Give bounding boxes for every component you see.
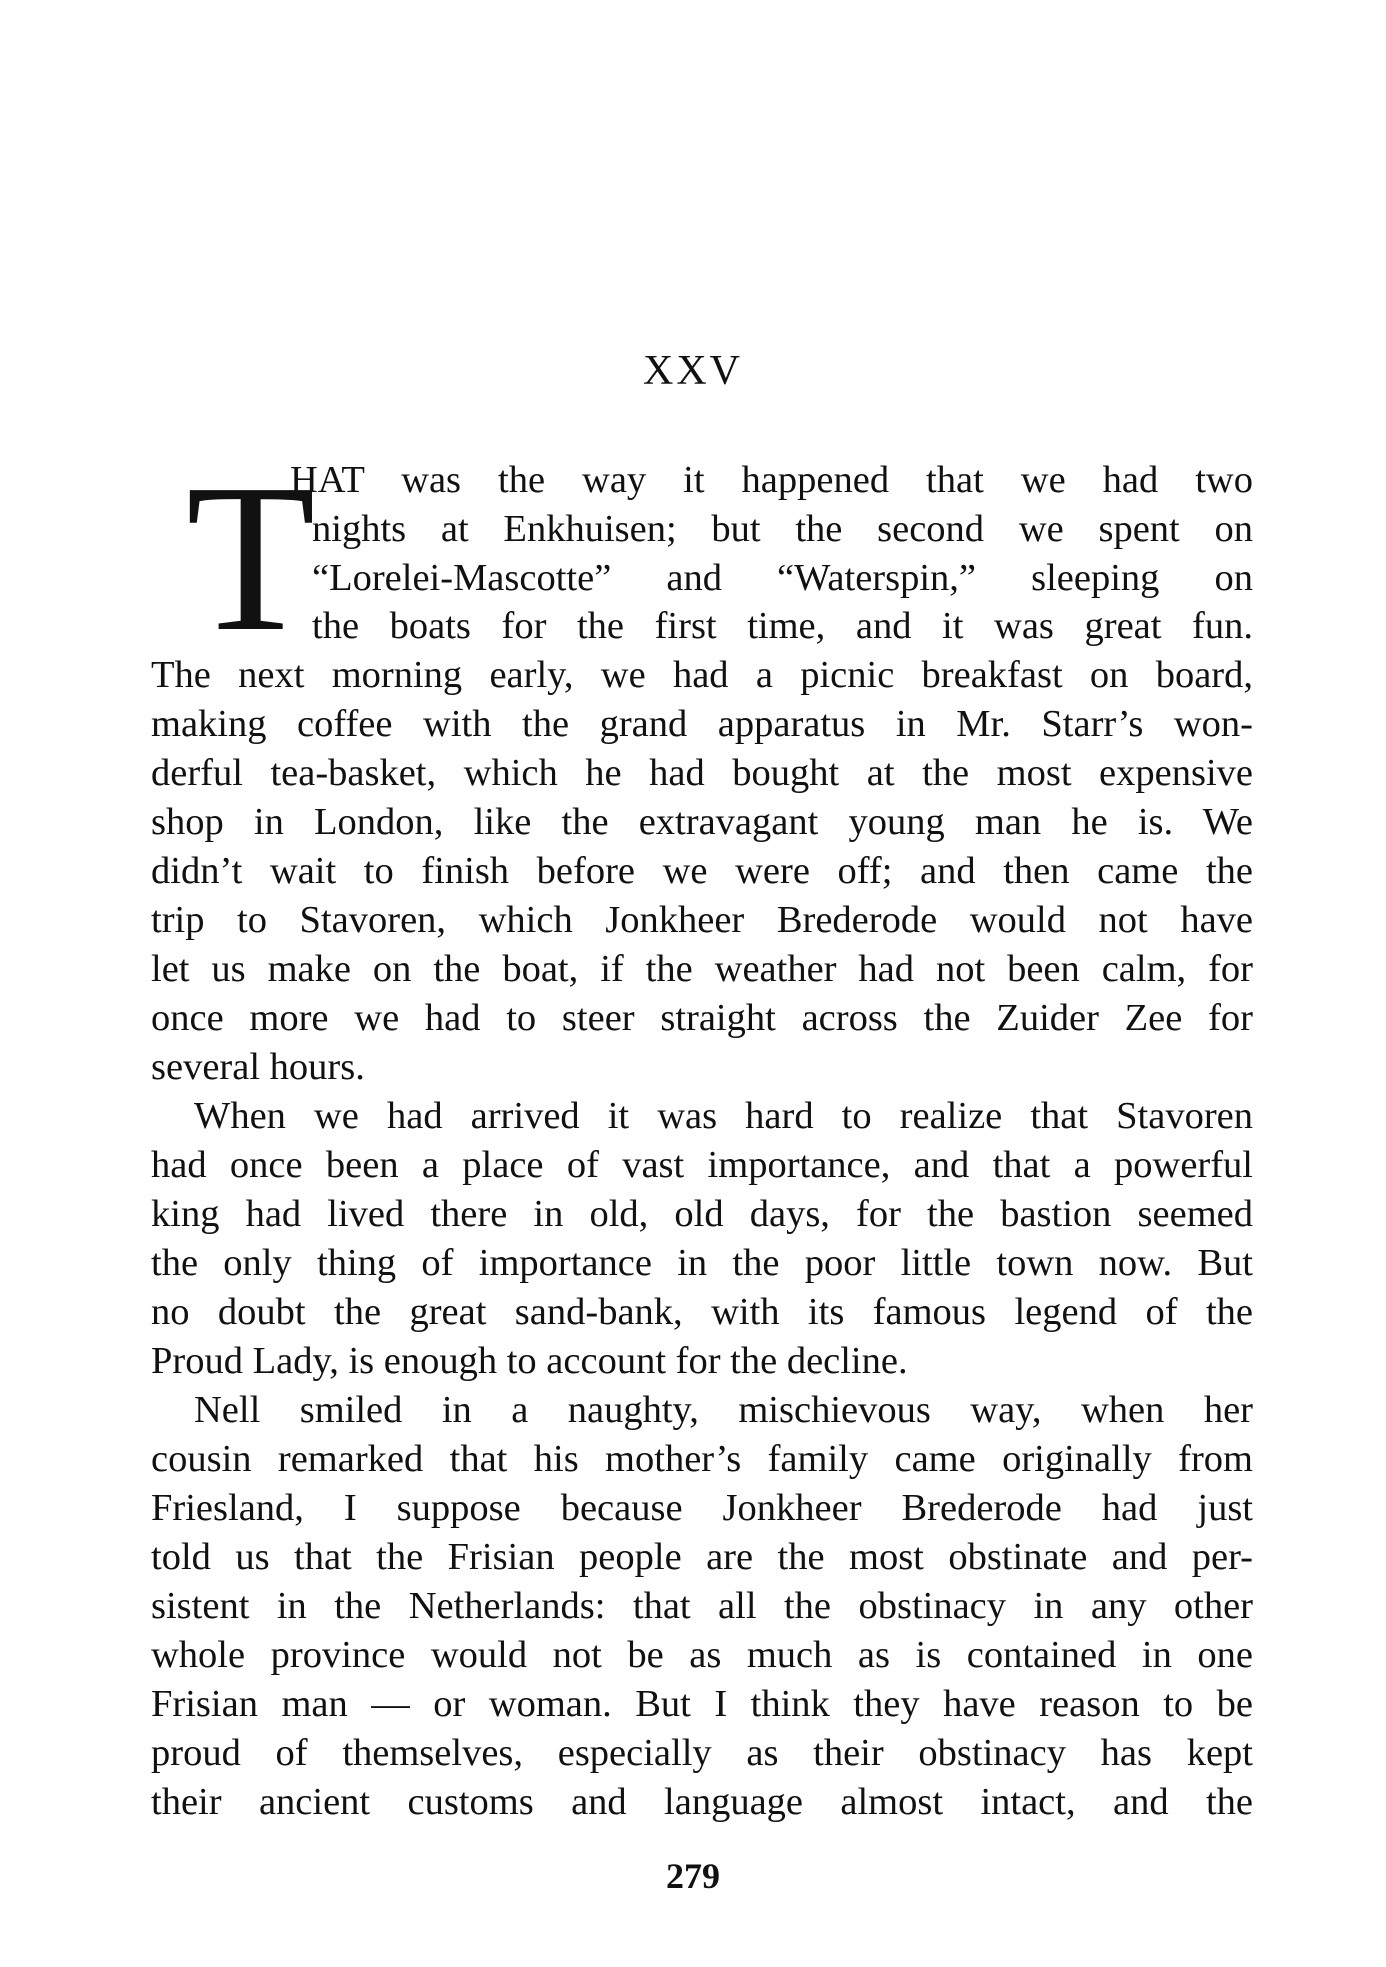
text-line: nights at Enkhuisen; but the second we spent on	[312, 510, 1253, 550]
text-line: Nell smiled in a naughty, mischievous way, when her	[194, 1391, 1253, 1431]
text-line: no doubt the great sand-bank, with its famous legend of the	[151, 1293, 1253, 1333]
text-line: The next morning early, we had a picnic breakfast on board,	[151, 656, 1253, 696]
text-line: several hours.	[151, 1048, 365, 1088]
text-line: had once been a place of vast importance, and that a powerful	[151, 1146, 1253, 1186]
chapter-heading: XXV	[643, 348, 743, 394]
text-line: Frisian man — or woman. But I think they have reason to be	[151, 1685, 1253, 1725]
text-line: didn’t wait to finish before we were off; and then came the	[151, 852, 1253, 892]
text-line: HAT was the way it happened that we had two	[290, 461, 1253, 501]
text-line: “Lorelei-Mascotte” and “Waterspin,” sleeping on	[312, 559, 1253, 599]
text-line: Friesland, I suppose because Jonkheer Brederode had just	[151, 1489, 1253, 1529]
text-line: derful tea-basket, which he had bought at the most expensive	[151, 754, 1253, 794]
text-line: shop in London, like the extravagant young man he is. We	[151, 803, 1253, 843]
text-line: the boats for the first time, and it was great fun.	[312, 607, 1253, 647]
text-line: let us make on the boat, if the weather had not been calm, for	[151, 950, 1253, 990]
text-line: the only thing of importance in the poor little town now. But	[151, 1244, 1253, 1284]
text-line: their ancient customs and language almost intact, and the	[151, 1783, 1253, 1823]
page-number: 279	[666, 1856, 720, 1896]
text-line: proud of themselves, especially as their obstinacy has kept	[151, 1734, 1253, 1774]
text-line: making coffee with the grand apparatus in Mr. Starr’s won-	[151, 705, 1253, 745]
drop-cap: T	[186, 440, 316, 675]
text-line: When we had arrived it was hard to realize that Stavoren	[194, 1097, 1253, 1137]
text-line: told us that the Frisian people are the most obstinate and per-	[151, 1538, 1253, 1578]
text-line: cousin remarked that his mother’s family came originally from	[151, 1440, 1253, 1480]
text-line: trip to Stavoren, which Jonkheer Brederode would not have	[151, 901, 1253, 941]
text-line: king had lived there in old, old days, for the bastion seemed	[151, 1195, 1253, 1235]
text-line: Proud Lady, is enough to account for the decline.	[151, 1342, 908, 1382]
text-line: whole province would not be as much as is contained in one	[151, 1636, 1253, 1676]
text-line: once more we had to steer straight across the Zuider Zee for	[151, 999, 1253, 1039]
text-line: sistent in the Netherlands: that all the obstinacy in any other	[151, 1587, 1253, 1627]
